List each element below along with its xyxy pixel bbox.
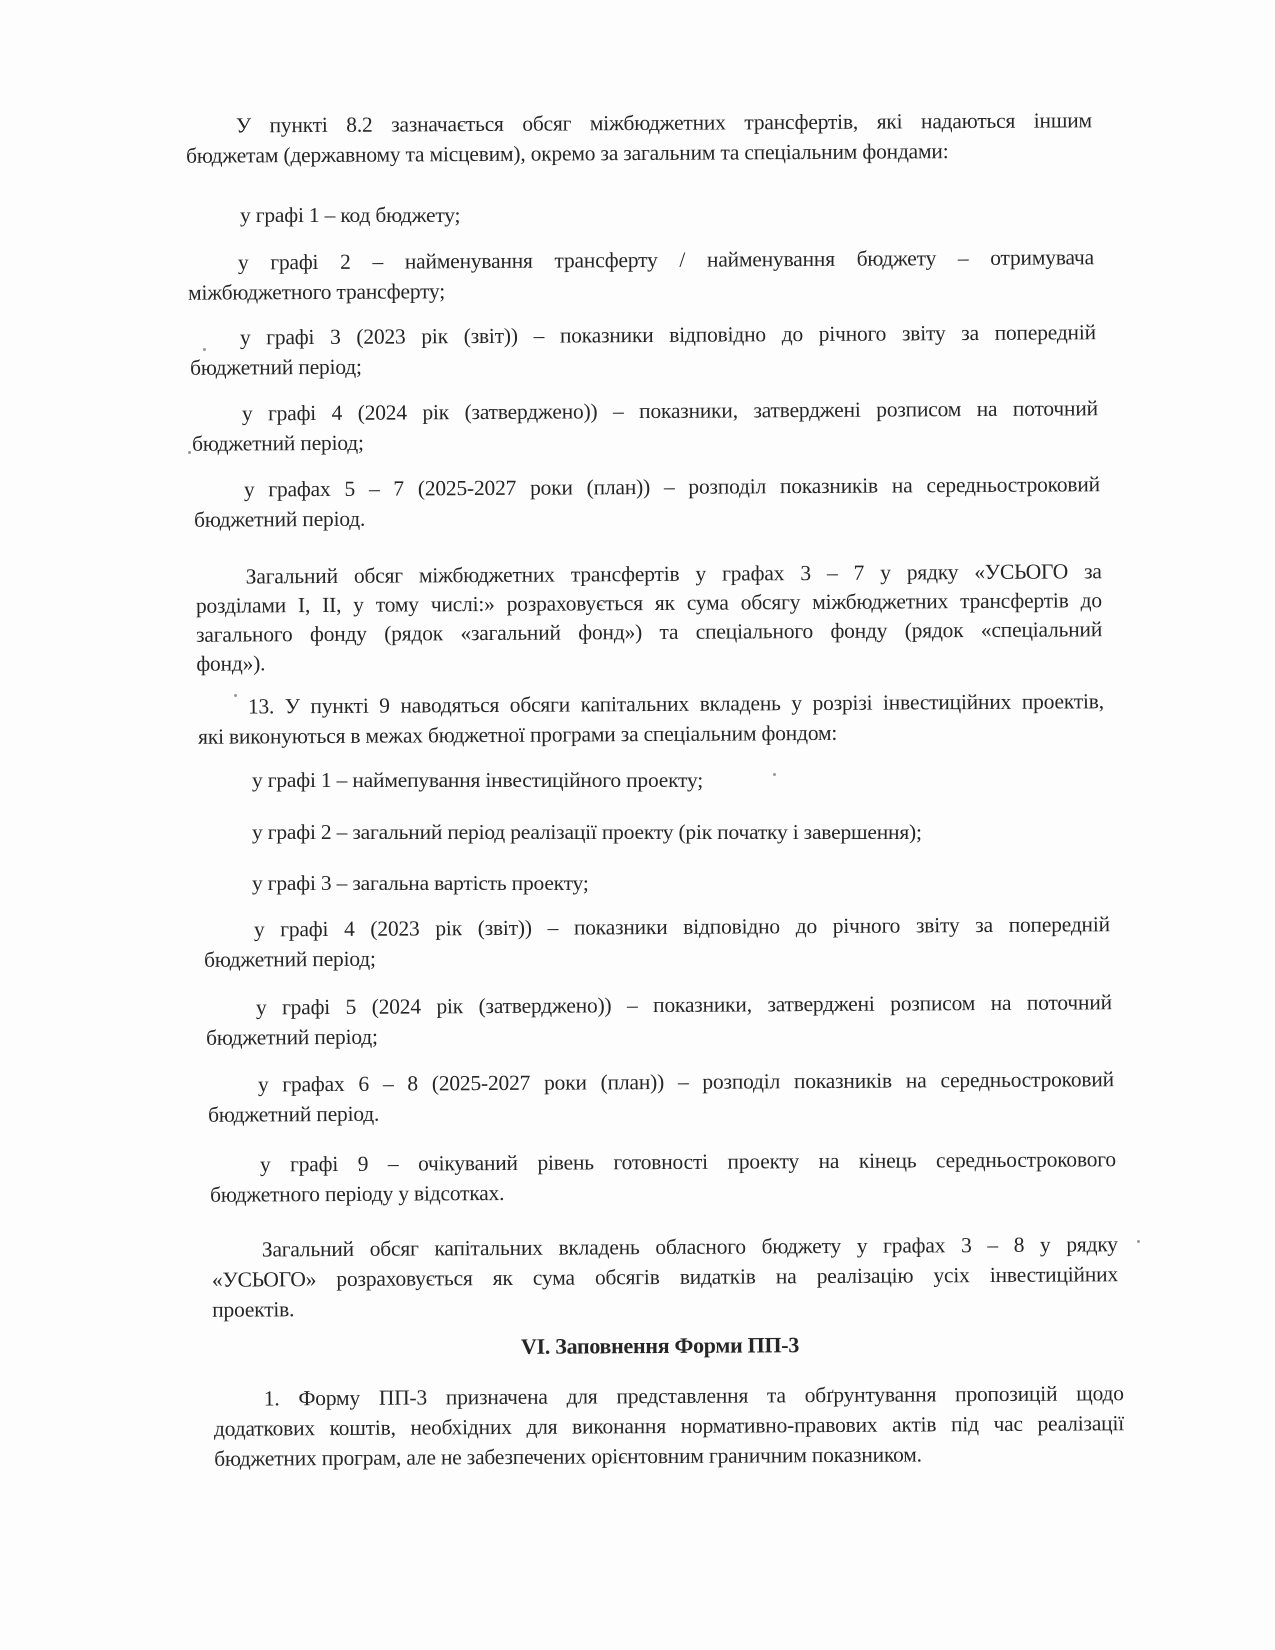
- list-item-columns-5-7: [194, 469, 1100, 535]
- paragraph-line: бюджетного періоду у відсотках.: [210, 1180, 505, 1207]
- paragraph-line: у графах 5 – 7 (2025-2027 роки (план)) – розподіл показників на середньостроковий: [243, 472, 1100, 502]
- paragraph-line: бюджетам (державному та місцевим), окремо за загальним та спеціальним фондами:: [186, 139, 949, 168]
- paragraph-line: Загальний обсяг капітальних вкладень обласного бюджету у графах 3 – 8 у рядку: [261, 1232, 1118, 1262]
- paragraph-line: загального фонду (рядок «загальний фонд») та спеціального фонду (рядок «спеціальний: [196, 617, 1103, 647]
- paragraph-line: проектів.: [212, 1297, 295, 1322]
- list-item-column-1: у графі 1 – код бюджету;: [240, 203, 461, 227]
- paragraph-line: у графах 6 – 8 (2025-2027 роки (план)) – розподіл показників на середньостроковий: [257, 1067, 1114, 1097]
- paragraph-line: розділами І, ІІ, у тому числі:» розраховується як сума обсягу міжбюджетних трансфертів до: [195, 588, 1102, 618]
- paragraph-transfers-intro: [186, 105, 1092, 171]
- paragraph-line: бюджетний період;: [204, 946, 376, 972]
- paragraph-line: бюджетний період;: [206, 1024, 378, 1050]
- paragraph-transfers-total: [196, 557, 1103, 679]
- paragraph-item-13: [198, 686, 1104, 752]
- paragraph-capital-investments-total: [212, 1229, 1119, 1325]
- scan-speck: [234, 694, 237, 697]
- paragraph-line: бюджетний період.: [208, 1101, 380, 1127]
- list-item-project-column-9: [210, 1144, 1116, 1210]
- list-item-column-4: [192, 393, 1098, 459]
- paragraph-line: міжбюджетного трансферту;: [188, 279, 446, 305]
- list-item-project-column-3: у графі 3 – загальна вартість проекту;: [252, 871, 589, 895]
- paragraph-line: бюджетний період;: [190, 354, 362, 380]
- scan-speck: [773, 773, 776, 776]
- paragraph-line: фонд»).: [196, 651, 266, 676]
- list-item-project-column-5: [206, 987, 1112, 1053]
- list-item-project-column-4: [204, 909, 1110, 975]
- paragraph-line: у графі 3 (2023 рік (звіт)) – показники відповідно до річного звіту за попередній: [239, 320, 1096, 350]
- paragraph-line: бюджетний період;: [192, 430, 364, 456]
- paragraph-line: 1. Форму ПП-3 призначена для представлення та обґрунтування пропозицій щодо: [263, 1381, 1124, 1411]
- scan-speck: [203, 348, 206, 351]
- scan-speck: [1137, 1240, 1140, 1243]
- paragraph-form-pp3-purpose: [214, 1378, 1125, 1474]
- paragraph-line: «УСЬОГО» розраховується як сума обсягів видатків на реалізацію усіх інвестиційних: [211, 1262, 1119, 1292]
- list-item-project-columns-6-8: [208, 1064, 1114, 1130]
- paragraph-line: які виконуються в межах бюджетної програми за спеціальним фондом:: [198, 720, 838, 749]
- paragraph-line: У пункті 8.2 зазначається обсяг міжбюджетних трансфертів, які надаються іншим: [235, 108, 1092, 138]
- paragraph-line: у графі 2 – найменування трансферту / найменування бюджету – отримувача: [237, 245, 1094, 275]
- list-item-project-column-2: у графі 2 – загальний період реалізації проекту (рік початку і завершення);: [252, 820, 922, 844]
- paragraph-line: у графі 4 (2024 рік (затверджено)) – показники, затверджені розписом на поточний: [241, 396, 1098, 426]
- section-heading: VI. Заповнення Форми ПП-3: [520, 1332, 800, 1359]
- paragraph-line: у графі 9 – очікуваний рівень готовності проекту на кінець середньострокового: [259, 1147, 1116, 1177]
- list-item-column-3: [190, 317, 1096, 383]
- paragraph-line: додаткових коштів, необхідних для виконання нормативно-правових актів під час реалізації: [213, 1411, 1125, 1441]
- list-item-project-column-1: у графі 1 – наймепування інвестиційного проекту;: [252, 768, 704, 792]
- paragraph-line: 13. У пункті 9 наводяться обсяги капітальних вкладень у розрізі інвестиційних проектів,: [247, 689, 1104, 719]
- paragraph-line: у графі 4 (2023 рік (звіт)) – показники відповідно до річного звіту за попередній: [253, 912, 1110, 942]
- scan-speck: [188, 451, 191, 454]
- paragraph-line: бюджетний період.: [194, 506, 366, 532]
- paragraph-line: Загальний обсяг міжбюджетних трансфертів у графах 3 – 7 у рядку «УСЬОГО за: [245, 559, 1102, 589]
- list-item-column-2: [188, 242, 1094, 308]
- paragraph-line: у графі 5 (2024 рік (затверджено)) – показники, затверджені розписом на поточний: [255, 990, 1112, 1020]
- paragraph-line: бюджетних програм, але не забезпечених орієнтовним граничним показником.: [214, 1442, 922, 1471]
